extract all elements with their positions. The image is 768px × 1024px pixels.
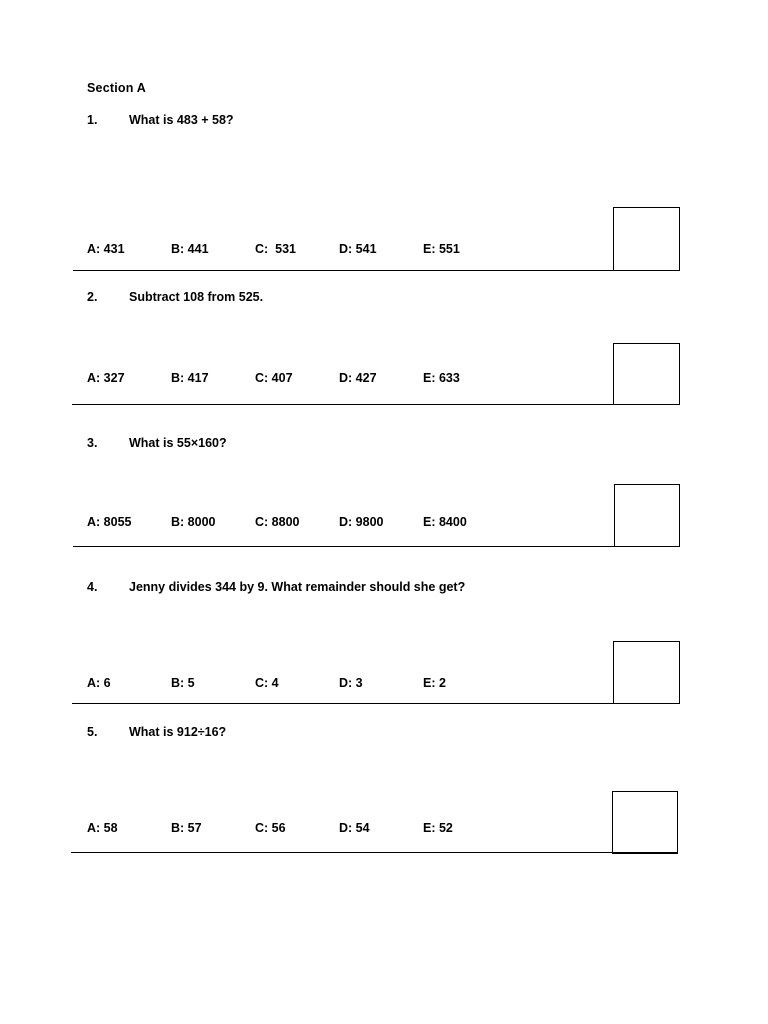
question-1-option-d: D: 541 bbox=[339, 242, 377, 256]
question-2-option-c: C: 407 bbox=[255, 371, 293, 385]
question-1-option-a: A: 431 bbox=[87, 242, 125, 256]
section-title: Section A bbox=[87, 81, 146, 95]
question-5-divider bbox=[71, 852, 678, 853]
question-1-divider bbox=[73, 270, 680, 271]
question-1-option-e: E: 551 bbox=[423, 242, 460, 256]
question-2-option-b: B: 417 bbox=[171, 371, 209, 385]
question-4-option-d: D: 3 bbox=[339, 676, 363, 690]
question-4-number: 4. bbox=[87, 580, 98, 594]
question-1-option-b: B: 441 bbox=[171, 242, 209, 256]
question-5-option-a: A: 58 bbox=[87, 821, 118, 835]
question-5-option-b: B: 57 bbox=[171, 821, 202, 835]
question-3-option-d: D: 9800 bbox=[339, 515, 384, 529]
question-2-option-e: E: 633 bbox=[423, 371, 460, 385]
question-3-number: 3. bbox=[87, 436, 98, 450]
question-5-answer-box[interactable] bbox=[612, 791, 678, 854]
question-2-option-d: D: 427 bbox=[339, 371, 377, 385]
question-3-answer-box[interactable] bbox=[614, 484, 680, 547]
question-5-option-c: C: 56 bbox=[255, 821, 286, 835]
question-2-text: Subtract 108 from 525. bbox=[129, 290, 264, 304]
question-4-option-c: C: 4 bbox=[255, 676, 279, 690]
question-5-option-e: E: 52 bbox=[423, 821, 453, 835]
question-3-option-b: B: 8000 bbox=[171, 515, 216, 529]
question-4-text: Jenny divides 344 by 9. What remainder should she get? bbox=[129, 580, 466, 594]
question-4-divider bbox=[72, 703, 680, 704]
question-4-option-a: A: 6 bbox=[87, 676, 111, 690]
question-1-number: 1. bbox=[87, 113, 98, 127]
question-2-number: 2. bbox=[87, 290, 98, 304]
question-5-option-d: D: 54 bbox=[339, 821, 370, 835]
question-2-option-a: A: 327 bbox=[87, 371, 125, 385]
question-1-answer-box[interactable] bbox=[613, 207, 680, 271]
question-2-divider bbox=[72, 404, 680, 405]
question-3-option-c: C: 8800 bbox=[255, 515, 300, 529]
question-3-divider bbox=[73, 546, 680, 547]
question-1-option-c: C: 531 bbox=[255, 242, 296, 256]
question-2-answer-box[interactable] bbox=[613, 343, 680, 405]
question-1-text: What is 483 + 58? bbox=[129, 113, 234, 127]
question-3-option-a: A: 8055 bbox=[87, 515, 132, 529]
question-4-answer-box[interactable] bbox=[613, 641, 680, 704]
question-3-option-e: E: 8400 bbox=[423, 515, 467, 529]
question-3-text: What is 55×160? bbox=[129, 436, 227, 450]
question-4-option-e: E: 2 bbox=[423, 676, 446, 690]
question-5-number: 5. bbox=[87, 725, 98, 739]
question-5-text: What is 912÷16? bbox=[129, 725, 227, 739]
question-4-option-b: B: 5 bbox=[171, 676, 195, 690]
